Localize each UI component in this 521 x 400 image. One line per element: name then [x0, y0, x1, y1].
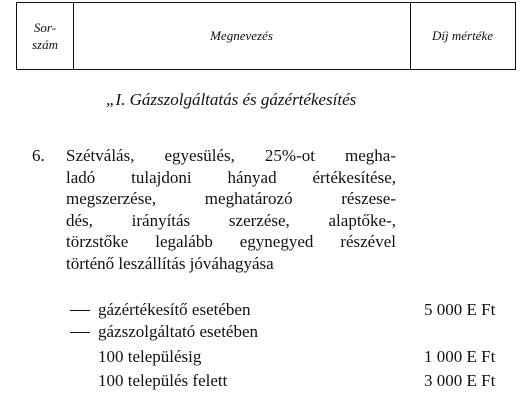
- subsubitem-up-to-100: [98, 347, 201, 367]
- description-line: Szétválás, egyesülés, 25%-ot megha-: [66, 146, 396, 165]
- item-number: 6.: [32, 146, 45, 165]
- fee-value: 5 000 E Ft: [424, 300, 496, 319]
- subsubitem-over-100: [98, 371, 227, 391]
- description-line: törzstőke legalább egynegyed részével: [66, 232, 396, 251]
- fee-value: 3 000 E Ft: [424, 371, 496, 390]
- header-serial-line1: Sor-: [33, 20, 57, 35]
- header-serial-number: [17, 3, 73, 69]
- subitem-label: gázértékesítő esetében: [98, 300, 251, 319]
- dash-marker: [70, 310, 90, 311]
- subsubitem-label: 100 településig: [98, 347, 202, 366]
- description-line: ladó tulajdoni hányad értékesítése,: [66, 167, 396, 187]
- dash-marker: [70, 332, 90, 333]
- section-title: „I. Gázszolgáltatás és gázértékesítés: [106, 90, 357, 109]
- subsubitem-label: 100 település felett: [98, 371, 228, 390]
- description-line: dés, irányítás szerzése, alaptőke-,: [66, 210, 396, 230]
- description-line: történő leszállítás jóváhagyása: [66, 253, 274, 273]
- header-fee: Díj mértéke: [431, 28, 493, 43]
- header-name: Megnevezés: [210, 28, 273, 43]
- header-table: [16, 2, 516, 70]
- fee-value: 1 000 E Ft: [424, 347, 496, 366]
- item-description: [66, 145, 396, 274]
- description-line: megszerzése, meghatározó részese-: [66, 189, 396, 208]
- header-serial-line2: szám: [31, 37, 58, 52]
- subitem-gas-supplier: [70, 322, 258, 342]
- subitem-gas-trader: [70, 300, 250, 320]
- subitem-label: gázszolgáltató esetében: [98, 322, 259, 341]
